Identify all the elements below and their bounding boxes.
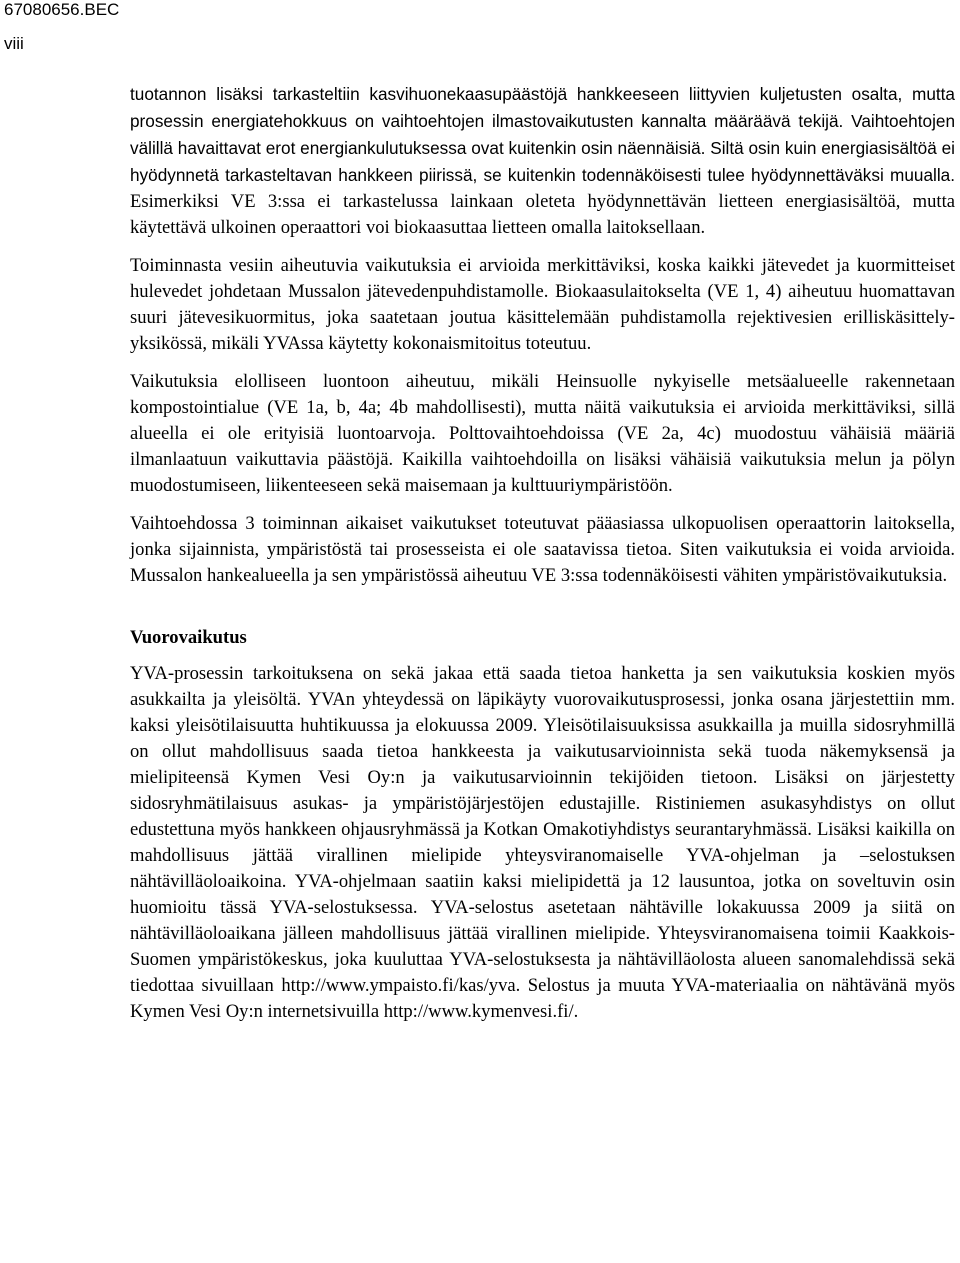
section-heading: Vuorovaikutus — [130, 627, 247, 648]
paragraph-water-text: Toiminnasta vesiin aiheutuvia vaikutuksia ei arvioida merkittäviksi, koska kaikki jätevedet ja kuormitteiset hulevedet johdetaan Mussalon jätevedenpuhdistamolle. Biokaasulaitokselta (VE 1, 4) aiheutuu huomattavan suuri jätevesikuormitus, joka saatetaan joutua käsittelemään puhdistamolla rejektivesien erilliskäsittely-yksikössä, mikäli YVAssa käytetty kokonaismitoitus toteutuu. — [130, 255, 955, 354]
section-paragraph: YVA-prosessin tarkoituksena on sekä jakaa että saada tietoa hanketta ja sen vaikutuksia koskien myös asukkailta ja yleisöltä. YVAn yhteydessä on läpikäyty vuorovaikutusprosessi, jonka osana järjestettiin mm. kaksi yleisötilaisuutta huhtikuussa ja elokuussa 2009. Yleisötilaisuuksissa asukkailla ja muilla sidosryhmillä on ollut mahdollisuus saada tietoa hankkeesta ja vaikutusarvioinnista sekä tuoda näkemyksensä ja mielipiteensä Kymen Vesi Oy:n ja vaikutusarvioinnin tekijöiden tietoon. Lisäksi on järjestetty sidosryhmätilaisuus asukas- ja ympäristöjärjestöjen edustajille. Ristiniemen asukasyhdistys on ollut edustettuna myös hankkeen ohjausryhmässä ja Kotkan Omakotiyhdistys seurantaryhmässä. Lisäksi kaikilla on mahdollisuus jättää virallinen mielipide yhteysviranomaiselle YVA-ohjelman ja –selostuksen nähtävilläoloaikoina. YVA-ohjelmaan saatiin kaksi mielipidettä ja 12 lausuntoa, jotka on soveltuvin osin huomioitu tässä YVA-selostuksessa. YVA-selostus asetetaan nähtäville lokakuussa 2009 ja siitä on nähtävilläoloaikana jälleen mahdollisuus jättää virallinen mielipide. Yhteysviranomaisena toimii Kaakkois-Suomen ympäristökeskus, joka kuuluttaa YVA-selostuksesta ja nähtävilläolosta alueen sanomalehdissä sekä tiedottaa sivuillaan http://www.ympaisto.fi/kas/yva. Selostus ja muuta YVA-materiaalia on nähtävänä myös Kymen Vesi Oy:n internetsivuilla http://www.kymenvesi.fi/. — [130, 663, 955, 1022]
page-number: viii — [4, 34, 24, 53]
paragraph-climate-sans-text: tuotannon lisäksi tarkasteltiin kasvihuonekaasupäästöjä hankkeeseen liittyvien kuljetusten osalta, mutta prosessin energiatehokkuus on vaihtoehtojen ilmastovaikutusten kannalta määräävä tekijä. Vaihtoehtojen välillä havaittavat erot energiankulutuksessa ovat kuitenkin osin näennäisiä. Siltä osin kuin energiasisältöä ei hyödynnetä tarkasteltavan hankkeen piirissä, se kuitenkin todennäköisesti tulee hyödynnettäväksi muualla. — [130, 84, 955, 185]
paragraph-nature — [130, 369, 955, 499]
paragraph-nature-text: Vaikutuksia elolliseen luontoon aiheutuu, mikäli Heinsuolle nykyiselle metsäalueelle rakennetaan kompostointialue (VE 1a, b, 4a; 4b mahdollisesti), mutta näitä vaikutuksia ei arvioida merkittäviksi, sillä alueella ei ole erityisiä luontoarvoja. Polttovaihtoehdoissa (VE 2a, 4c) muodostuu vähäisiä määriä ilmanlaatuun vaikuttavia päästöjä. Kaikilla vaihtoehdoilla on lisäksi vähäisiä vaikutuksia melun ja pölyn muodostumiseen, liikenteeseen sekä maisemaan ja kulttuuriympäristöön. — [130, 371, 955, 496]
paragraph-climate-serif-text: Esimerkiksi VE 3:ssa ei tarkastelussa lainkaan oleteta hyödynnettävän lietteen energiasisältöä, mutta käytettävä ulkoinen operaattori voi biokaasuttaa lietteen omalla laitoksellaan. — [130, 191, 955, 238]
paragraph-alternative-3 — [130, 511, 955, 589]
paragraph-water — [130, 253, 955, 357]
paragraph-climate — [130, 81, 955, 241]
document-id: 67080656.BEC — [4, 0, 120, 19]
document-body — [130, 81, 955, 1037]
page-header — [4, 0, 119, 56]
paragraph-alternative-3-text: Vaihtoehdossa 3 toiminnan aikaiset vaikutukset toteutuvat pääasiassa ulkopuolisen operaattorin laitoksella, jonka sijainnista, ympäristöstä tai prosesseista ei ole saatavissa tietoa. Siten vaikutuksia ei voida arvioida. Mussalon hankealueella ja sen ympäristössä aiheutuu VE 3:ssa todennäköisesti vähiten ympäristövaikutuksia. — [130, 513, 955, 586]
